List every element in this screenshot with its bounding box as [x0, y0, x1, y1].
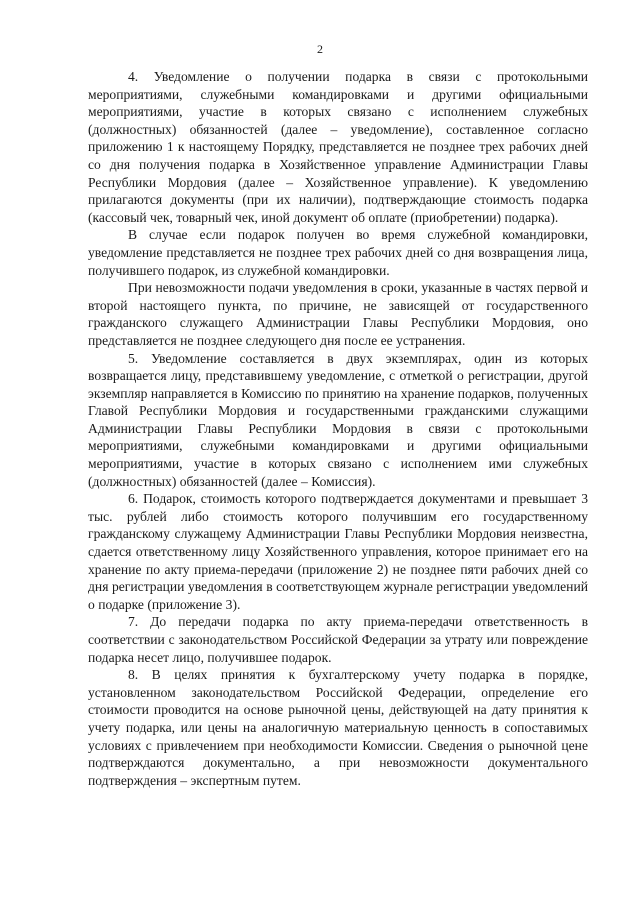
paragraph-4-part-3: При невозможности подачи уведомления в сроки, указанные в частях первой и второй настоящего пункта, по причине, не зависящей от государственного гражданского служащего Администрации Главы Республики Мордовия, оно представляется не позднее следующего дня после ее устранения.	[88, 280, 588, 348]
paragraph-4: 4. Уведомление о получении подарка в связи с протокольными мероприятиями, служебными командировками и другими официальными мероприятиями, участие в которых связано с исполнением служебных (должностных) обязанностей (далее – уведомление), составленное согласно приложению 1 к настоящему Порядку, представляется не позднее трех рабочих дней со дня получения подарка в Хозяйственное управление Администрации Главы Республики Мордовия (далее – Хозяйственное управление). К уведомлению прилагаются документы (при их наличии), подтверждающие стоимость подарка (кассовый чек, товарный чек, иной документ об оплате (приобретении) подарка).	[88, 69, 588, 225]
paragraph-8: 8. В целях принятия к бухгалтерскому учету подарка в порядке, установленном законодательством Российской Федерации, определение его стоимости проводится на основе рыночной цены, действующей на дату принятия к учету подарка, или цены на аналогичную материальную ценность в сопоставимых условиях с привлечением при необходимости Комиссии. Сведения о рыночной цене подтверждаются документально, а при невозможности документального подтверждения – экспертным путем.	[88, 667, 588, 788]
page-number: 2	[317, 42, 323, 56]
paragraph-6: 6. Подарок, стоимость которого подтверждается документами и превышает 3 тыс. рублей либо стоимость которого получившим его государственному гражданскому служащему Администрации Главы Республики Мордовия неизвестна, сдается ответственному лицу Хозяйственного управления, которое принимает его на хранение по акту приема-передачи (приложение 2) не позднее пяти рабочих дней со дня регистрации уведомления в соответствующем журнале регистрации уведомлений о подарке (приложение 3).	[88, 491, 588, 612]
paragraph-4-part-2: В случае если подарок получен во время служебной командировки, уведомление представляется не позднее трех рабочих дней со дня возвращения лица, получившего подарок, из служебной командировки.	[88, 227, 588, 278]
paragraph-5: 5. Уведомление составляется в двух экземплярах, один из которых возвращается лицу, представившему уведомление, с отметкой о регистрации, другой экземпляр направляется в Комиссию по принятию на хранение подарков, полученных Главой Республики Мордовия и государственными гражданскими служащими Администрации Главы Республики Мордовия в связи с протокольными мероприятиями, служебными командировками и другими официальными мероприятиями, участие в которых связано с исполнением ими служебных (должностных) обязанностей (далее – Комиссия).	[88, 350, 588, 489]
document-body	[88, 68, 588, 789]
paragraph-7: 7. До передачи подарка по акту приема-передачи ответственность в соответствии с законодательством Российской Федерации за утрату или повреждение подарка несет лицо, получившее подарок.	[88, 614, 588, 665]
